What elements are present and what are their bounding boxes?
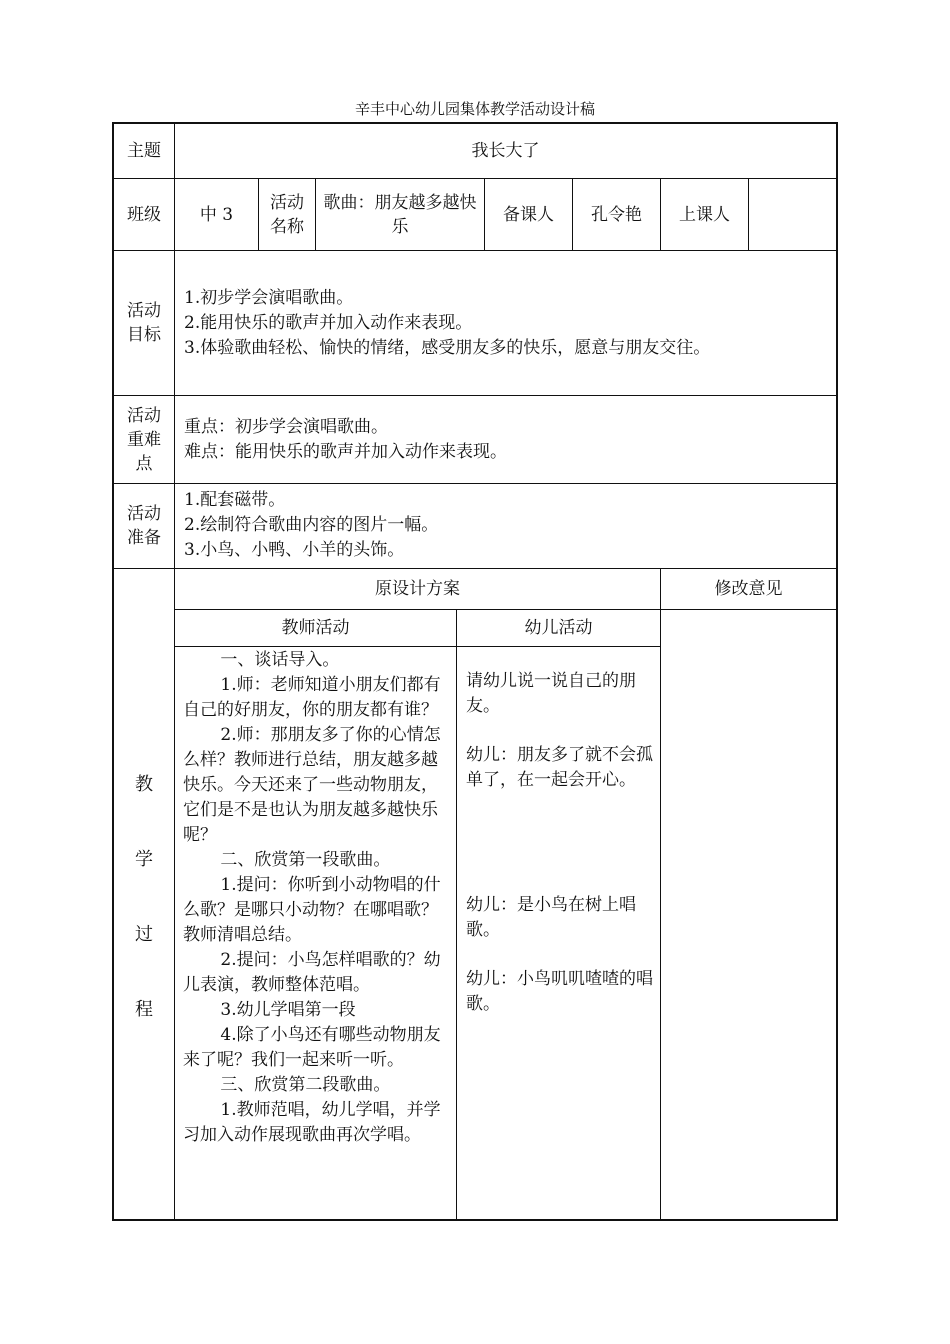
child-response: 幼儿：小鸟叽叽喳喳的唱歌。 xyxy=(466,969,653,1014)
theme-label: 主题 xyxy=(127,141,161,161)
theme-value: 我长大了 xyxy=(471,141,540,161)
teacher-step: 三、欣赏第二段歌曲。 xyxy=(220,1075,391,1095)
keypoints-list xyxy=(184,415,829,465)
prep-item: 1.配套磁带。 xyxy=(184,490,286,510)
goal-item: 2.能用快乐的歌声并加入动作来表现。 xyxy=(184,313,473,333)
teacher-steps xyxy=(183,648,451,1148)
teacher-value xyxy=(749,179,836,250)
teacher-step: 2.提问：小鸟怎样唱歌的？幼儿表演，教师整体范唱。 xyxy=(183,950,441,995)
goals-label: 活动目标 xyxy=(127,301,161,345)
preparer-label: 备课人 xyxy=(503,204,554,225)
goal-item: 1.初步学会演唱歌曲。 xyxy=(184,288,354,308)
child-activity-header: 幼儿活动 xyxy=(524,618,593,638)
child-response: 请幼儿说一说自己的朋友。 xyxy=(466,671,636,716)
prep-item: 2.绘制符合歌曲内容的图片一幅。 xyxy=(184,515,439,535)
child-response: 幼儿：是小鸟在树上唱歌。 xyxy=(466,895,636,940)
prep-label: 活动准备 xyxy=(127,504,161,548)
class-label: 班级 xyxy=(127,204,161,225)
teacher-step: 1.提问：你听到小动物唱的什么歌？是哪只小动物？在哪唱歌？教师清唱总结。 xyxy=(183,875,441,945)
keypoint-item: 重点：初步学会演唱歌曲。 xyxy=(184,417,388,437)
teacher-step: 1.教师范唱，幼儿学唱，并学习加入动作展现歌曲再次学唱。 xyxy=(183,1100,441,1145)
teacher-step: 1.师：老师知道小朋友们都有自己的好朋友，你的朋友都有谁？ xyxy=(183,675,441,720)
teacher-step: 4.除了小鸟还有哪些动物朋友来了呢？我们一起来听一听。 xyxy=(183,1025,441,1070)
process-char-1: 教 xyxy=(135,774,153,795)
teacher-step: 一、谈话导入。 xyxy=(220,650,340,670)
teacher-step: 3.幼儿学唱第一段 xyxy=(220,1000,356,1020)
process-char-2: 学 xyxy=(135,849,153,870)
prep-list xyxy=(184,488,829,563)
teacher-step: 二、欣赏第一段歌曲。 xyxy=(220,850,391,870)
goal-item: 3.体验歌曲轻松、愉快的情绪，感受朋友多的快乐，愿意与朋友交往。 xyxy=(184,338,711,358)
activity-name-label: 活动名称 xyxy=(270,192,304,237)
keypoint-item: 难点：能用快乐的歌声并加入动作来表现。 xyxy=(184,442,507,462)
goals-list xyxy=(184,286,829,361)
process-char-3: 过 xyxy=(135,924,153,945)
teacher-label: 上课人 xyxy=(679,204,730,225)
class-value: 中 3 xyxy=(199,204,234,225)
teacher-step: 2.师：那朋友多了你的心情怎么样？教师进行总结，朋友越多越快乐。今天还来了一些动物朋友，它们是不是也认为朋友越多越快乐呢？ xyxy=(183,725,441,845)
activity-name-value: 歌曲：朋友越多越快乐 xyxy=(323,192,477,237)
revision-header: 修改意见 xyxy=(714,579,783,599)
process-char-4: 程 xyxy=(135,999,153,1020)
original-plan-header: 原设计方案 xyxy=(375,579,460,599)
keypoints-label: 活动重难点 xyxy=(127,405,161,474)
document-title: 辛丰中心幼儿园集体教学活动设计稿 xyxy=(354,100,595,118)
teacher-activity-header: 教师活动 xyxy=(281,618,350,638)
prep-item: 3.小鸟、小鸭、小羊的头饰。 xyxy=(184,540,405,560)
child-response: 幼儿：朋友多了就不会孤单了，在一起会开心。 xyxy=(466,745,653,790)
preparer-value: 孔令艳 xyxy=(591,204,642,225)
